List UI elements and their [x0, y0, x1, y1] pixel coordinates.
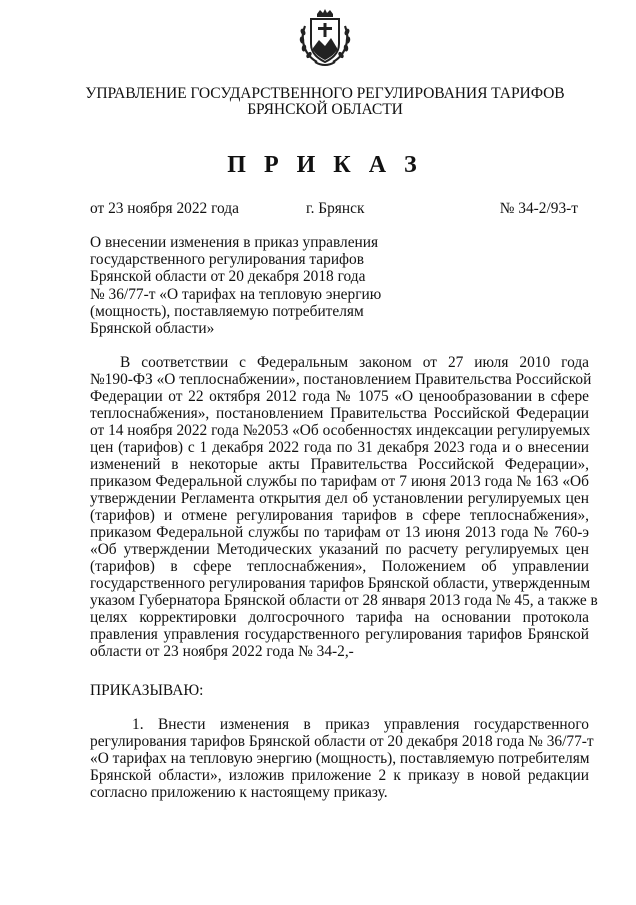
subject-line: Брянской области»: [90, 320, 215, 338]
paragraph-line: приказом Федеральной службы по тарифам от 7 июня 2013 года № 163 «Об: [90, 473, 589, 490]
paragraph-line: правления управления государственного регулирования тарифов Брянской: [90, 626, 589, 643]
paragraph-line: указом Губернатора Брянской области от 28 января 2013 года № 45, а также в: [90, 592, 598, 609]
subject-line: Брянской области от 20 декабря 2018 года: [90, 268, 366, 286]
paragraph-line: теплоснабжения», постановлением Правительства Российской Федерации: [90, 405, 589, 422]
document-date: от 23 ноября 2022 года: [90, 200, 239, 217]
paragraph-line: целях корректировки долгосрочного тарифа на основании протокола: [90, 609, 589, 626]
subject-line: (мощность), поставляемую потребителям: [90, 302, 364, 320]
paragraph-line: от 14 ноября 2022 года №2053 «Об особенностях индексации регулируемых: [90, 422, 591, 439]
paragraph-line: регулирования тарифов Брянской области от 20 декабря 2018 года № 36/77-т: [90, 733, 594, 750]
paragraph-line: цен (тарифов) с 1 декабря 2022 года по 31 декабря 2023 года и о внесении: [90, 439, 589, 456]
organization-name-line1: УПРАВЛЕНИЕ ГОСУДАРСТВЕННОГО РЕГУЛИРОВАНИЯ ТАРИФОВ: [85, 85, 565, 102]
subject-line: О внесении изменения в приказ управления: [90, 234, 379, 251]
paragraph-line: государственного регулирования тарифов Брянской области, утвержденным: [90, 575, 591, 592]
paragraph-line: согласно приложению к настоящему приказу.: [90, 784, 388, 801]
paragraph-line: области от 23 ноября 2022 года № 34-2,-: [90, 643, 354, 660]
order-item-1: [90, 716, 594, 801]
document-number: № 34-2/93-т: [499, 200, 578, 217]
paragraph-line: В соответствии с Федеральным законом от 27 июля 2010 года: [120, 354, 589, 371]
paragraph-line: «О тарифах на тепловую энергию (мощность), поставляемую потребителям: [90, 750, 590, 767]
organization-name-line2: БРЯНСКОЙ ОБЛАСТИ: [247, 101, 403, 118]
coat-of-arms-emblem: [297, 8, 353, 68]
paragraph-line: «Об утверждении Методических указаний по расчету регулируемых цен: [90, 541, 589, 558]
document-subject: [90, 234, 390, 337]
paragraph-line: приказом Федеральной службы по тарифам от 13 июня 2013 года № 760-э: [90, 524, 589, 541]
paragraph-line: (тарифов) в сфере теплоснабжения», Положением об управлении: [90, 558, 589, 575]
order-heading: ПРИКАЗЫВАЮ:: [90, 682, 204, 699]
paragraph-line: (тарифов) и отмене регулирования тарифов в сфере теплоснабжения»,: [90, 507, 589, 524]
paragraph-line: №190-ФЗ «О теплоснабжении», постановлением Правительства Российской: [90, 371, 592, 388]
paragraph-line: 1. Внести изменения в приказ управления государственного: [132, 716, 589, 733]
paragraph-line: Федерации от 22 октября 2012 года № 1075 «О ценообразовании в сфере: [90, 388, 589, 405]
paragraph-line: изменений в некоторые акты Правительства Российской Федерации»,: [90, 456, 589, 473]
subject-line: № 36/77-т «О тарифах на тепловую энергию: [90, 285, 382, 303]
document-title: П Р И К А З: [227, 152, 423, 178]
paragraph-line: утверждении Регламента открытия дел об установлении регулируемых цен: [90, 490, 589, 507]
subject-line: государственного регулирования тарифов: [90, 251, 364, 269]
preamble-paragraph: [90, 354, 598, 660]
paragraph-line: Брянской области», изложив приложение 2 к приказу в новой редакции: [90, 767, 589, 784]
document-city: г. Брянск: [306, 200, 365, 217]
